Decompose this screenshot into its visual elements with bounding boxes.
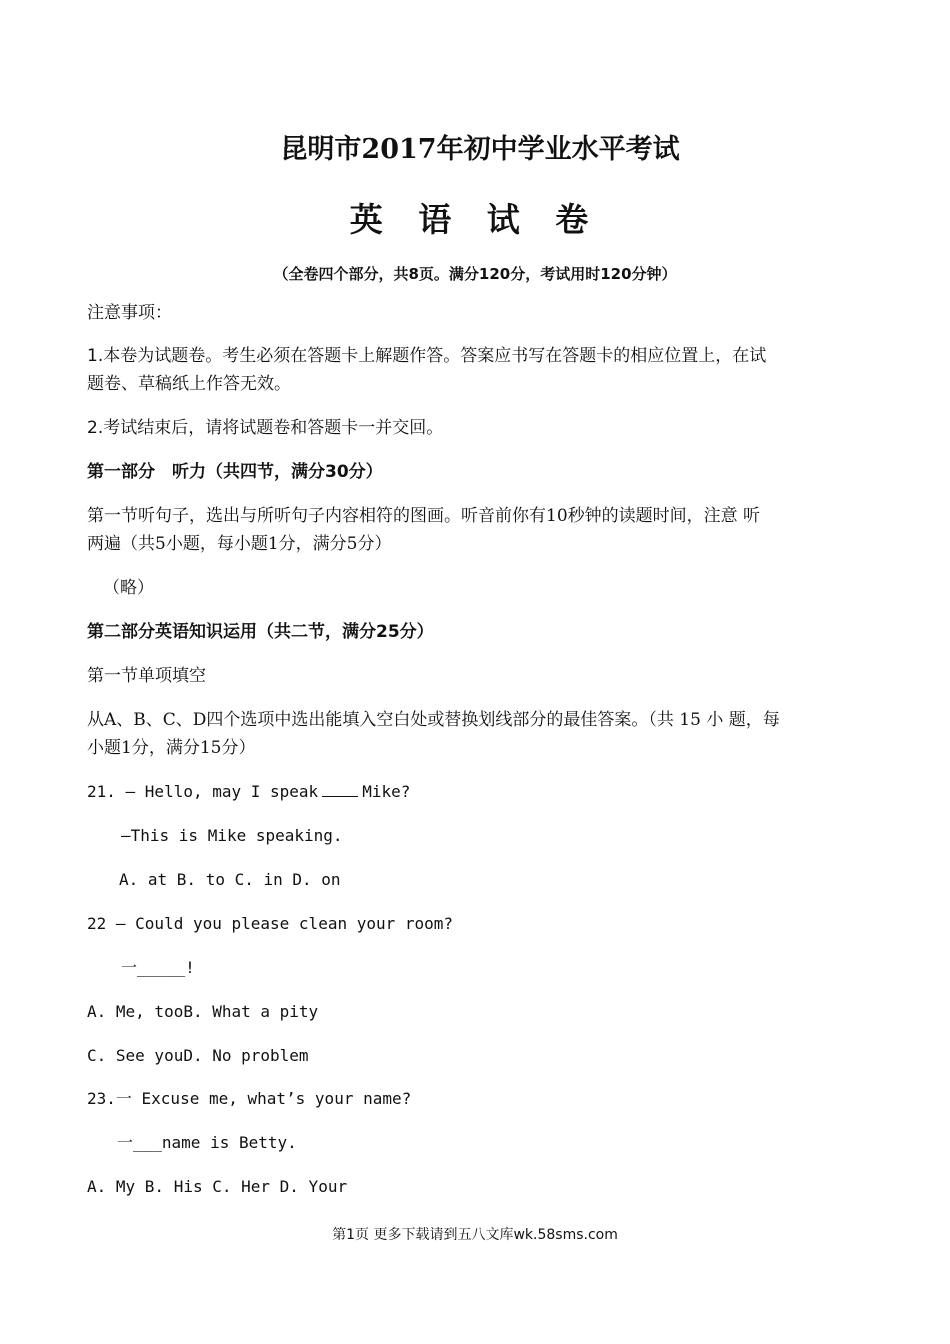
part1-section1-line-1: 第一节听句子，选出与所听句子内容相符的图画。听音前你有10秒钟的读题时间，注意 听 bbox=[87, 506, 761, 526]
question-21-reply: —This is Mike speaking. bbox=[121, 826, 343, 845]
question-21-suffix: Mike? bbox=[362, 782, 411, 801]
question-21-options: A. at B. to C. in D. on bbox=[119, 870, 341, 889]
note-item-2: 2.考试结束后，请将试题卷和答题卡一并交回。 bbox=[87, 418, 444, 438]
part1-section1-line-2: 两遍（共5小题，每小题1分，满分5分） bbox=[87, 534, 392, 554]
question-23-reply: 一___name is Betty. bbox=[117, 1133, 297, 1152]
part1-omitted: （略） bbox=[103, 578, 154, 598]
part2-instructions-line-1: 从A、B、C、D四个选项中选出能填入空白处或替换划线部分的最佳答案。（共 15 小 题，每 bbox=[87, 710, 780, 730]
question-21-prefix: 21. — Hello, may I speak bbox=[87, 782, 319, 801]
exam-meta: （全卷四个部分，共8页。满分120分，考试用时120分钟） bbox=[273, 265, 677, 283]
question-23: 23.一 Excuse me, what’s your name? bbox=[87, 1089, 412, 1108]
question-22-reply: 一_____! bbox=[121, 958, 195, 977]
part1-heading: 第一部分 听力（共四节，满分30分） bbox=[87, 462, 383, 482]
part2-heading: 第二部分英语知识运用（共二节，满分25分） bbox=[87, 622, 434, 642]
note-item-1-line-1: 1.本卷为试题卷。考生必须在答题卡上解题作答。答案应书写在答题卡的相应位置上，在试 bbox=[87, 346, 767, 366]
question-21 bbox=[87, 778, 410, 806]
exam-title: 昆明市2017年初中学业水平考试 bbox=[280, 134, 680, 165]
notes-heading: 注意事项： bbox=[87, 303, 172, 323]
note-item-1-line-2: 题卷、草稿纸上作答无效。 bbox=[87, 374, 291, 394]
exam-subject: 英 语 试 卷 bbox=[349, 200, 601, 239]
question-22-options-1: A. Me, tooB. What a pity bbox=[87, 1002, 319, 1021]
page-footer: 第1页 更多下载请到五八文库wk.58sms.com bbox=[332, 1227, 618, 1243]
question-22: 22 — Could you please clean your room? bbox=[87, 914, 454, 933]
answer-blank bbox=[322, 782, 358, 797]
question-22-options-2: C. See youD. No problem bbox=[87, 1046, 309, 1065]
part2-instructions-line-2: 小题1分，满分15分） bbox=[87, 738, 256, 758]
question-23-options: A. My B. His C. Her D. Your bbox=[87, 1177, 348, 1196]
part2-section1-title: 第一节单项填空 bbox=[87, 666, 206, 686]
